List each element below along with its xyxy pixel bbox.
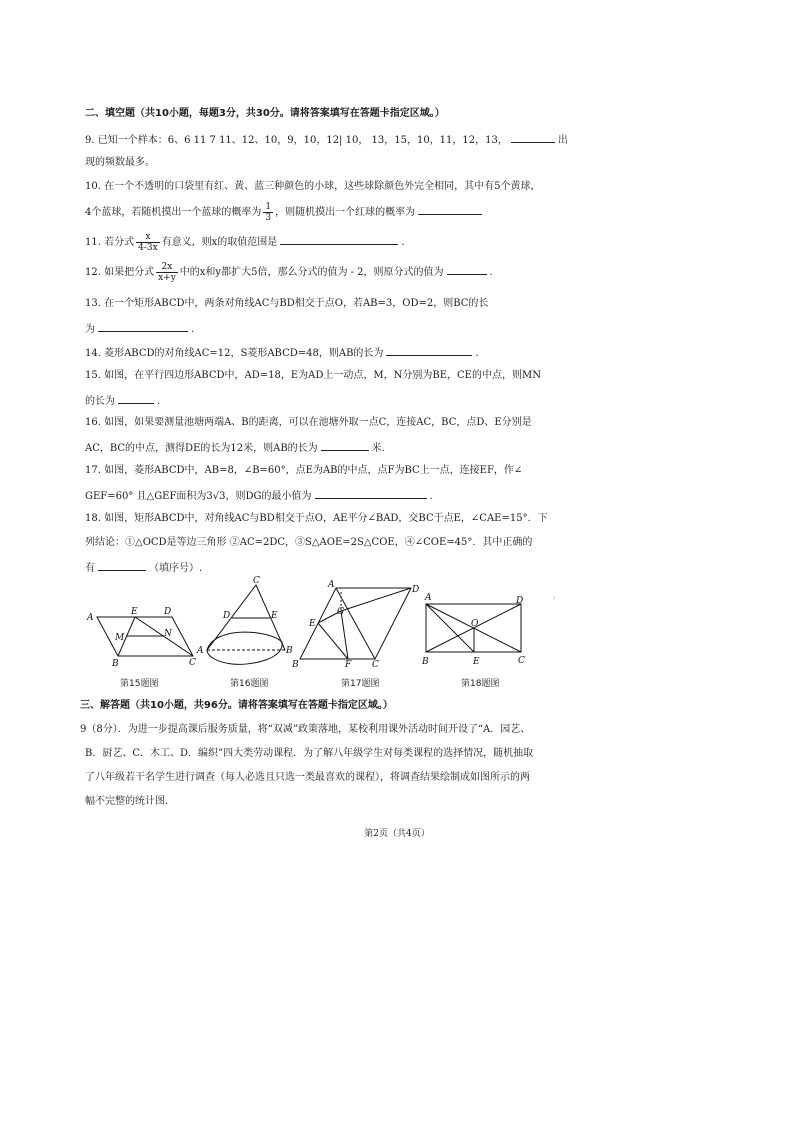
q9-text: 9. 已知一个样本：6、6 11 7 11、12、10，9，10，12| 10， 13，15，10，11，12，13，: [85, 135, 508, 146]
q11-end: .: [401, 237, 405, 248]
q12-end: .: [489, 267, 493, 278]
fig15-caption: 第15题图: [120, 679, 159, 689]
fig18-label-b: B: [422, 657, 429, 667]
fig18-label-d: D: [516, 596, 524, 606]
q15-text: 的长为: [85, 396, 115, 407]
fig17-label-c: C: [372, 660, 379, 670]
fig15-label-d: D: [164, 607, 172, 617]
stray-mark: ·: [553, 594, 556, 603]
fig15-labels: [86, 607, 196, 669]
fig17-diagonal-ac: [336, 588, 375, 659]
q17-end: .: [429, 491, 433, 502]
fig17-label-e: E: [309, 619, 316, 629]
q18-text: 有: [85, 563, 95, 574]
q13-text: 为: [85, 324, 95, 335]
q11-text: 11. 若分式: [85, 237, 135, 248]
question-19-line-4: 幅不完整的统计图．: [85, 796, 175, 807]
q16-text: AC，BC的中点，测得DE的长为12米，则AB的长为: [85, 443, 318, 454]
q12-text: 12. 如果把分式: [85, 267, 155, 278]
fig17-line-dg: [341, 588, 411, 611]
fig16-label-c: C: [253, 576, 260, 586]
fig17-label-g: G: [337, 607, 345, 617]
question-19-line-3: 了八年级若干名学生进行调查（每人必选且只选一类最喜欢的课程），将调查结果绘制成如图所示的两: [85, 772, 530, 783]
q14-text: 14. 菱形ABCD的对角线AC=12，S菱形ABCD=48，则AB的长为: [85, 348, 384, 359]
question-15: 15. 如图，在平行四边形ABCD中，AD=18，E为AD上一动点，M，N分别为BE，CE的中点，则MN: [85, 370, 541, 381]
q13-end: .: [191, 324, 195, 335]
fig15-label-e: E: [131, 607, 138, 617]
fig17-label-a: A: [328, 580, 335, 590]
figure-17: [300, 588, 411, 659]
fig16-label-a: A: [197, 646, 204, 656]
fig18-label-a: A: [425, 593, 432, 603]
fig18-line-ae: [426, 604, 474, 652]
figure-16: [207, 585, 285, 664]
question-13: 13. 在一个矩形ABCD中，两条对角线AC与BD相交于点O，若AB=3，OD=2，则BC的长: [85, 298, 489, 309]
q10-text-2: ，则随机摸出一个红球的概率为: [275, 207, 416, 218]
fig17-label-b: B: [292, 660, 299, 670]
q11-text-2: 有意义，则x的取值范围是: [161, 237, 278, 248]
question-18: 18. 如图，矩形ABCD中，对角线AC与BD相交于点O，AE平分∠BAD，交BC于点E，∠CAE=15°．下: [85, 513, 548, 524]
fig16-label-e: E: [271, 611, 278, 621]
fig15-label-a: A: [87, 613, 94, 623]
fig17-caption: 第17题图: [341, 679, 380, 689]
fig17-labels: [291, 580, 419, 670]
fig16-pond: [207, 632, 282, 664]
question-17: 17. 如图，菱形ABCD中，AB=8，∠B=60°，点E为AB的中点，点F为BC上一点，连接EF，作∠: [85, 465, 523, 476]
section-fill-in-title: 二、填空题（共10小题，每题3分，共30分。请将答案填写在答题卡指定区域。）: [85, 108, 445, 119]
question-19-line-1: 9（8分）．为进一步提高课后服务质量，将“双减”政策落地，某校利用课外活动时间开设了“A．园艺、: [80, 724, 531, 735]
q12-fraction: $\frac{2x}{x+y}$: [158, 262, 176, 283]
fig18-caption: 第18题图: [461, 679, 500, 689]
fig15-label-m: M: [115, 633, 125, 643]
question-19-line-2: B．厨艺、C．木工、D．编织”四大类劳动课程．为了解八年级学生对每类课程的选择情况，随机抽取: [85, 748, 534, 759]
fig17-label-f: F: [345, 660, 352, 670]
q12-text-2: 中的x和y都扩大5倍，那么分式的值为 - 2，则原分式的值为: [179, 267, 444, 278]
fig18-label-c: C: [518, 656, 525, 666]
q18-line-2: 列结论：①△OCD是等边三角形 ②AC=2DC，③S△AOE=2S△COE，④∠COE=45°．其中正确的: [85, 537, 533, 548]
q14-end: .: [475, 348, 479, 359]
q11-fraction: $\frac{x}{4-3x}$: [138, 232, 158, 253]
fig18-label-o: O: [471, 619, 479, 629]
q15-end: .: [157, 396, 161, 407]
q17-text: GEF=60° 且△GEF面积为3√3，则DG的最小值为: [85, 491, 312, 502]
section-answer-title: 三、解答题（共10小题，共96分。请将答案填写在答题卡指定区域。）: [80, 700, 393, 711]
figure-15: [97, 617, 193, 656]
fig15-label-b: B: [112, 659, 119, 669]
fig16-label-d: D: [223, 611, 231, 621]
question-16: 16. 如图，如果要测量池塘两端A、B的距离，可以在池塘外取一点C，连接AC，BC，点D、E分别是: [85, 417, 532, 428]
q10-text: 4个蓝球，若随机摸出一个蓝球的概率为: [85, 207, 262, 218]
fig15-label-c: C: [189, 658, 196, 668]
q18-text-2: （填序号）.: [149, 563, 203, 574]
q9-text-end: 出: [557, 135, 568, 146]
question-10: 10. 在一个不透明的口袋里有红、黄、蓝三种颜色的小球，这些球除颜色外完全相同，其中有5个黄球，: [85, 181, 541, 192]
q16-end: 米.: [371, 443, 385, 454]
fig17-label-d: D: [412, 585, 420, 595]
q10-fraction: $\frac{1}{3}$: [265, 202, 272, 223]
fig16-label-b: B: [286, 646, 293, 656]
fig15-label-n: N: [164, 629, 172, 639]
fig18-label-e: E: [473, 657, 480, 667]
q9-line-2: 现的频数最多。: [85, 157, 155, 168]
page-footer: 第2页（共4页）: [364, 829, 430, 839]
fig16-caption: 第16题图: [230, 679, 269, 689]
